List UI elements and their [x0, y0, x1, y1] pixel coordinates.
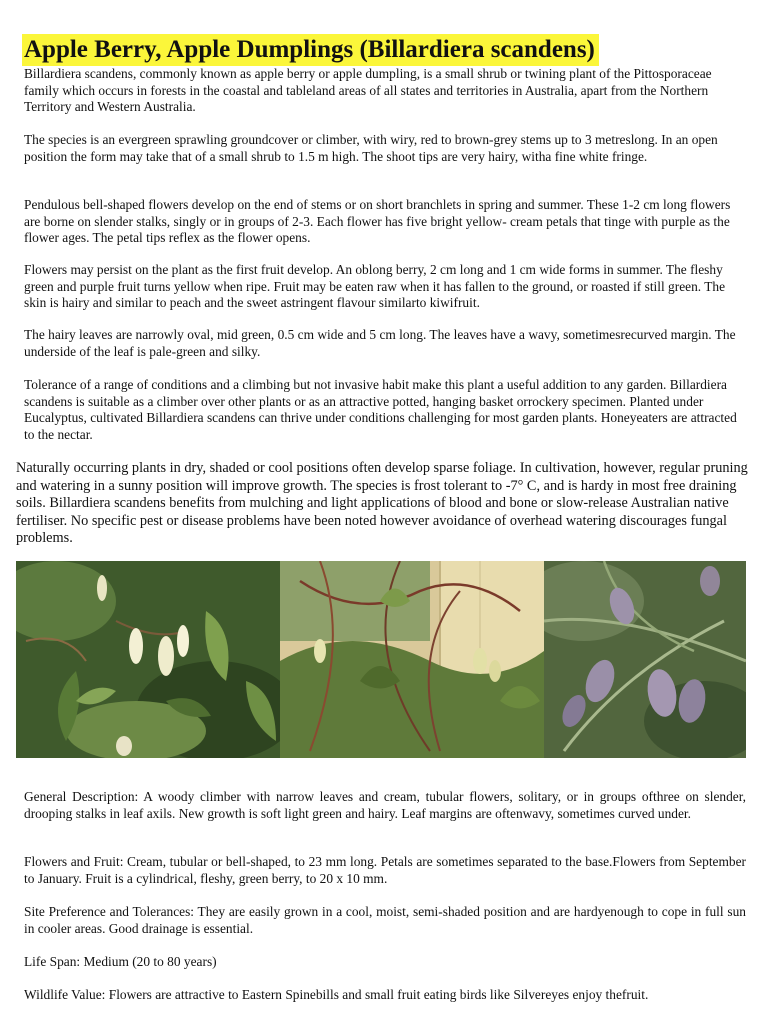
garden-paragraph: Tolerance of a range of conditions and a climbing but not invasive habit make this plant a useful addition to any garden. Billardiera scandens is suitable as a climber over other plants or as an attractive potted, hanging basket orrockery specimen. Planted under Eucalyptus, cultivated Billardiera scandens can thrive under conditions challenging for most garden plants. Honeyeaters are attracted to the nectar. — [24, 377, 737, 442]
habit-paragraph: The species is an evergreen sprawling groundcover or climber, with wiry, red to brown-grey stems up to 3 metreslong. In an open position the form may take that of a small shrub to 1.5 m high. The shoot tips are very hairy, witha fine white fringe. — [24, 132, 718, 164]
wildlife-value: Wildlife Value: Flowers are attractive to Eastern Spinebills and small fruit eating birds like Silvereyes enjoy thefruit. — [24, 987, 649, 1002]
photo-purple-fruit — [544, 561, 746, 758]
photo-strip — [16, 561, 746, 758]
page-title: Apple Berry, Apple Dumplings (Billardiera scandens) — [22, 34, 599, 66]
site-preference: Site Preference and Tolerances: They are easily grown in a cool, moist, semi-shaded position and are hardyenough to cope in full sun in cooler areas. Good drainage is essential. — [24, 904, 746, 936]
photo-climbing-stems — [280, 561, 544, 758]
flowers-paragraph: Pendulous bell-shaped flowers develop on the end of stems or on short branchlets in spring and summer. These 1-2 cm long flowers are borne on slender stalks, singly or in groups of 2-3. Each flower has five bright yellow- cream petals that tinge with purple as the flower ages. The petal tips reflex as the flower opens. — [24, 197, 731, 246]
intro-paragraph: Billardiera scandens, commonly known as apple berry or apple dumpling, is a small shrub or twining plant of the Pittosporaceae family which occurs in forests in the coastal and tableland areas of all states and territories in Australia, apart from the Northern Territory and Western Australia. — [24, 66, 712, 115]
leaves-paragraph: The hairy leaves are narrowly oval, mid green, 0.5 cm wide and 5 cm long. The leaves have a wavy, sometimesrecurved margin. The underside of the leaf is pale-green and silky. — [24, 327, 736, 359]
life-span: Life Span: Medium (20 to 80 years) — [24, 954, 217, 969]
general-description: General Description: A woody climber with narrow leaves and cream, tubular flowers, solitary, or in groups ofthree on slender, drooping stalks in leaf axils. New growth is soft light green and hairy. Leaf margins are oftenwavy, sometimes curved under. — [24, 789, 746, 821]
fruit-paragraph: Flowers may persist on the plant as the first fruit develop. An oblong berry, 2 cm long and 1 cm wide forms in summer. The fleshy green and purple fruit turns yellow when ripe. Fruit may be eaten raw when it has fallen to the ground, or roasted if still green. The skin is hairy and similar to peach and the sweet astringent flavour similarto kiwifruit. — [24, 262, 726, 311]
cultivation-paragraph: Naturally occurring plants in dry, shaded or cool positions often develop sparse foliage. In cultivation, however, regular pruning and watering in a sunny position will improve growth. The species is frost tolerant to -7° C, and is hardy in most free draining soils. Billardiera scandens benefits from mulching and light applications of blood and bone or slow-release Australian native fertiliser. No specific pest or disease problems have been noted however avoidance of overhead watering discourages fungal problems. — [16, 460, 748, 547]
flowers-and-fruit: Flowers and Fruit: Cream, tubular or bell-shaped, to 23 mm long. Petals are sometimes separated to the base.Flowers from September to January. Fruit is a cylindrical, fleshy, green berry, to 20 x 10 mm. — [24, 854, 746, 886]
photo-cream-flowers — [16, 561, 280, 758]
